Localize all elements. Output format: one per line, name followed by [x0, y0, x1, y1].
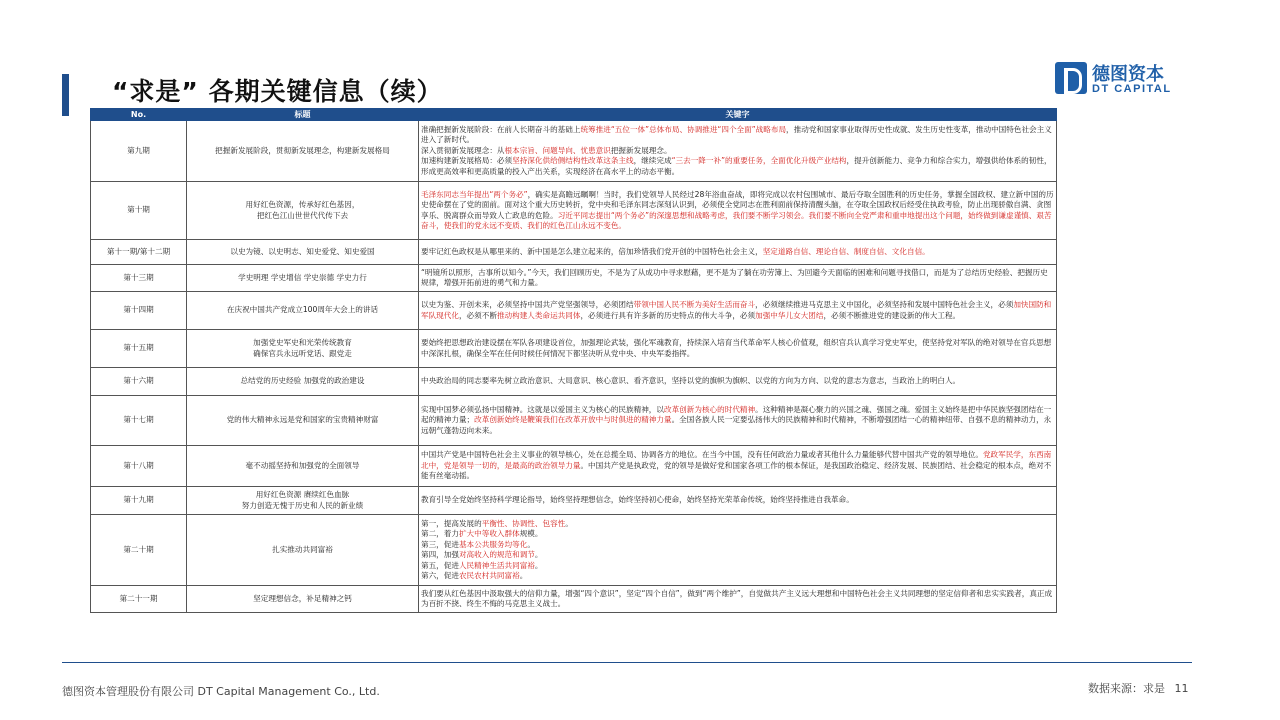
keyword-paragraph: [421, 247, 1054, 258]
keyword-text: 教育引导全党始终坚持科学理论指导，始终坚持理想信念，始终坚持初心使命，始终坚持光荣革命传统，始终坚持推进自我革命。: [421, 495, 854, 505]
issue-number: 第十一期/第十二期: [91, 240, 187, 265]
keyword-text: 我们要从红色基因中汲取强大的信仰力量，增强“四个意识”，坚定“四个自信”，做到“两个维护”，自觉做共产主义远大理想和中国特色社会主义共同理想的坚定信仰者和忠实实践者，真正成为百折不挠、终生不悔的马克思主义战士。: [421, 588, 1053, 608]
issue-title-line: 加强党史军史和光荣传统教育: [253, 338, 352, 347]
highlighted-text: 基本公共服务均等化: [458, 539, 528, 549]
issue-number: 第九期: [91, 121, 187, 182]
issue-title: [187, 487, 419, 515]
issue-number: 第十期: [91, 182, 187, 240]
issue-title: [187, 121, 419, 182]
issue-number: 第二十期: [91, 515, 187, 586]
company-logo: [1055, 62, 1185, 96]
issue-keywords: [419, 182, 1057, 240]
table-row: [91, 292, 1057, 330]
issue-number: 第十四期: [91, 292, 187, 330]
highlighted-text: 坚持深化供给侧结构性改革这条主线: [512, 156, 634, 166]
keyword-paragraph: [421, 156, 1054, 177]
issue-keywords: [419, 330, 1057, 368]
issue-title: [187, 586, 419, 613]
issue-title: [187, 515, 419, 586]
table-row: [91, 515, 1057, 586]
source-label: 数据来源：求是: [1088, 682, 1165, 695]
issue-number: 第十七期: [91, 396, 187, 446]
issue-title-line: 以史为镜、以史明志、知史爱党、知史爱国: [230, 246, 375, 256]
keyword-text: 。: [527, 539, 535, 549]
keyword-text: 把握新发展理念。: [610, 145, 672, 155]
keyword-text: 中国共产党是中国特色社会主义事业的领导核心，处在总揽全局、协调各方的地位。在当今中国，没有任何政治力量或者其他什么力量能够代替中国共产党的领导地位。: [421, 450, 983, 460]
issue-number: 第十八期: [91, 446, 187, 487]
keyword-text: 第六，促进: [421, 571, 459, 580]
table-row: [91, 586, 1057, 613]
issue-title-line: 确保官兵永远听党话、跟党走: [253, 348, 352, 358]
issue-keywords: [419, 487, 1057, 515]
keyword-text: ，必须不断: [458, 310, 497, 320]
keyword-paragraph: [421, 376, 1054, 387]
issue-keywords: [419, 292, 1057, 330]
issue-title-line: 努力创造无愧于历史和人民的新业绩: [241, 500, 364, 510]
issue-number: 第十五期: [91, 330, 187, 368]
issue-title-line: 坚定理想信念，补足精神之钙: [253, 593, 352, 603]
keyword-paragraph: [421, 405, 1054, 437]
table-row: [91, 487, 1057, 515]
table-row: [91, 396, 1057, 446]
keyword-text: ，必须继续推进马克思主义中国化，必须坚持和发展中国特色社会主义，必须: [755, 300, 1014, 309]
keyword-paragraph: [421, 300, 1054, 321]
highlighted-text: 人民精神生活共同富裕: [458, 560, 535, 570]
keyword-text: ，确实是高瞻远瞩啊！当时，我们党领导人民经过28年浴血奋战，即将完成以农村包围城市、最后夺取全国胜利的历史任务，掌握全国政权、建立新中国的历史使命摆在了党的面前。面对这个重大历史转折，党中央和毛泽东同志深刻认识到，必须使全党同志在胜利面前保持清醒头脑，在夺取全国政权后经受住执政考验，防止出现骄傲自满、贪图享乐、脱离群众而导致人亡政息的危险。: [421, 189, 1054, 220]
column-header-title: 标题: [187, 109, 419, 121]
issue-keywords: [419, 446, 1057, 487]
keyword-paragraph: [421, 529, 1054, 540]
column-header-no: No.: [91, 109, 187, 121]
highlighted-text: 改革创新始终是鞭策我们在改革开放中与时俱进的精神力量: [474, 415, 672, 425]
page-title: “求是” 各期关键信息（续）: [112, 77, 443, 106]
highlighted-text: 带领中国人民不断为美好生活而奋斗: [633, 300, 756, 309]
issue-title-line: 学史明理 学史增信 学史崇德 学史力行: [238, 272, 367, 282]
keyword-paragraph: [421, 268, 1054, 289]
issue-title-line: 把握新发展阶段，贯彻新发展理念，构建新发展格局: [215, 145, 390, 155]
column-header-keywords: 关键字: [419, 109, 1057, 121]
issue-title: [187, 265, 419, 292]
issue-keywords: [419, 515, 1057, 586]
issue-title-line: 用好红色资源，传承好红色基因，: [245, 200, 360, 209]
keyword-paragraph: [421, 540, 1054, 551]
highlighted-text: 扩大中等收入群体: [458, 529, 520, 538]
issue-title-line: 用好红色资源 赓续红色血脉: [255, 490, 350, 499]
keyword-paragraph: [421, 495, 1054, 506]
keyword-text: 要始终把思想政治建设摆在军队各项建设首位，加强理论武装，强化军魂教育，持续深入培育当代革命军人核心价值观，组织官兵认真学习党史军史，使坚持党对军队的绝对领导在官兵思想中深深扎根，确保全军在任何时候任何情况下都坚决听从党中央、中央军委指挥。: [421, 338, 1052, 358]
issue-title: [187, 240, 419, 265]
highlighted-text: 统筹推进“五位一体”总体布局、协调推进“四个全面”战略布局: [580, 124, 787, 134]
issue-number: 第二十一期: [91, 586, 187, 613]
keyword-text: ，继续完成: [633, 156, 672, 166]
keyword-paragraph: [421, 519, 1054, 530]
keyword-text: 规模。: [519, 529, 543, 538]
keyword-paragraph: [421, 190, 1054, 232]
table-header-row: [91, 109, 1057, 121]
issue-keywords: [419, 265, 1057, 292]
keyword-paragraph: [421, 550, 1054, 561]
keyword-text: 第三，促进: [421, 539, 459, 549]
logo-text-en: DT CAPITAL: [1092, 83, 1172, 95]
table-row: [91, 121, 1057, 182]
table-row: [91, 446, 1057, 487]
issue-title: [187, 330, 419, 368]
keyword-text: ，提升创新能力、竞争力和综合实力，增强供给体系的韧性，形成更高效率和更高质量的投入产出关系，实现经济在高水平上的动态平衡。: [421, 156, 1052, 176]
table-row: [91, 240, 1057, 265]
issue-title: [187, 182, 419, 240]
keyword-text: 。: [519, 571, 528, 580]
issue-title-line: 扎实推动共同富裕: [272, 544, 333, 554]
highlighted-text: 党政军民学，东西南北中，党是领导一切的，是最高的政治领导力量: [421, 450, 1052, 470]
keyword-paragraph: [421, 146, 1054, 157]
footer-source: [1088, 680, 1189, 696]
keyword-text: ，推动党和国家事业取得历史性成就、发生历史性变革，推动中国特色社会主义进入了新时代。: [421, 124, 1052, 145]
highlighted-text: 根本宗旨、问题导向、忧患意识: [504, 145, 611, 155]
table-row: [91, 182, 1057, 240]
logo-d-icon: [1055, 62, 1087, 94]
keyword-text: “明镜所以照形，古事所以知今。”今天，我们回顾历史，不是为了从成功中寻求慰藉，更不是为了躺在功劳簿上、为回避今天面临的困难和问题寻找借口，而是为了总结历史经验、把握历史规律，增强开拓前进的勇气和力量。: [421, 267, 1048, 287]
key-info-table: [90, 108, 1057, 613]
keyword-text: 。: [534, 560, 543, 570]
keyword-text: 。中国共产党是执政党，党的领导是做好党和国家各项工作的根本保证，是我国政治稳定、经济发展、民族团结、社会稳定的根本点，绝对不能有丝毫动摇。: [421, 460, 1052, 481]
keyword-text: ，必须进行具有许多新的历史特点的伟大斗争，必须: [580, 310, 756, 320]
issue-title-line: 总结党的历史经验 加强党的政治建设: [240, 376, 365, 386]
keyword-paragraph: [421, 589, 1054, 610]
highlighted-text: 推动构建人类命运共同体: [496, 310, 581, 320]
keyword-text: 。这种精神是凝心聚力的兴国之魂、强国之魂。爱国主义始终是把中华民族坚强团结在一起的精神力量；: [421, 404, 1052, 425]
keyword-text: 。: [565, 518, 573, 528]
issue-keywords: [419, 396, 1057, 446]
issue-title-line: 党的伟大精神永远是党和国家的宝贵精神财富: [226, 415, 379, 425]
keyword-text: 。: [534, 550, 543, 559]
keyword-text: 以史为鉴、开创未来，必须坚持中国共产党坚强领导，必须团结: [421, 300, 634, 309]
issue-number: 第十六期: [91, 368, 187, 396]
keyword-paragraph: [421, 125, 1054, 146]
issue-keywords: [419, 586, 1057, 613]
table-row: [91, 330, 1057, 368]
page-number: 11: [1174, 682, 1189, 695]
issue-keywords: [419, 368, 1057, 396]
highlighted-text: “三去一降一补”的重要任务，全面优化升级产业结构: [671, 156, 847, 166]
table-row: [91, 265, 1057, 292]
keyword-text: 。全国各族人民一定要弘扬伟大的民族精神和时代精神，不断增强团结一心的精神纽带、自强不息的精神动力，永远朝气蓬勃迈向未来。: [421, 415, 1052, 435]
highlighted-text: 习近平同志提出“两个务必”的深邃思想和战略考虑，我们要不断学习领会。我们要不断向全党严肃和重申地提出这个问题，始终做到谦虚谨慎、艰苦奋斗，使我们的党永远不变质、我们的红色江山永远不变色。: [421, 210, 1052, 230]
footer-divider: [62, 662, 1192, 663]
keyword-text: 第四，加强: [421, 550, 459, 559]
title-accent-bar: [62, 74, 69, 116]
highlighted-text: 加强中华儿女大团结: [755, 310, 824, 320]
keyword-paragraph: [421, 561, 1054, 572]
issue-keywords: [419, 121, 1057, 182]
keyword-text: 深入贯彻新发展理念：从: [421, 145, 505, 155]
highlighted-text: 对高收入的规范和调节: [458, 550, 535, 559]
issue-title-line: 在庆祝中国共产党成立100周年大会上的讲话: [226, 305, 379, 315]
issue-number: 第十三期: [91, 265, 187, 292]
keyword-text: 第五，促进: [421, 560, 459, 570]
issue-title-line: 把红色江山世世代代传下去: [256, 210, 349, 220]
keyword-paragraph: [421, 571, 1054, 582]
issue-title: [187, 292, 419, 330]
highlighted-text: 改革创新为核心的时代精神: [664, 404, 756, 414]
keyword-text: 实现中国梦必须弘扬中国精神。这就是以爱国主义为核心的民族精神，以: [421, 404, 664, 414]
issue-keywords: [419, 240, 1057, 265]
keyword-text: 第二，着力: [421, 529, 459, 538]
keyword-text: 加速构建新发展格局：必须: [421, 156, 513, 166]
keyword-text: 准确把握新发展阶段：在前人长期奋斗的基础上: [421, 124, 581, 134]
keyword-paragraph: [421, 450, 1054, 482]
highlighted-text: 加快国防和军队现代化: [421, 300, 1052, 320]
highlighted-text: 农民农村共同富裕: [458, 571, 520, 580]
keyword-paragraph: [421, 338, 1054, 359]
keyword-text: ，必须不断推进党的建设新的伟大工程。: [823, 310, 961, 320]
keyword-text: 要牢记红色政权是从哪里来的、新中国是怎么建立起来的，倍加珍惜我们党开创的中国特色社会主义，: [421, 246, 763, 256]
issue-number: 第十九期: [91, 487, 187, 515]
highlighted-text: 毛泽东同志当年提出“两个务必”: [421, 189, 528, 199]
issue-title-line: 毫不动摇坚持和加强党的全面领导: [245, 460, 360, 470]
highlighted-text: 平衡性、协调性、包容性: [481, 518, 566, 528]
keyword-text: 中央政治局的同志要率先树立政治意识、大局意识、核心意识、看齐意识，坚持以党的旗帜为旗帜、以党的方向为方向、以党的意志为意志，当政治上的明白人。: [421, 376, 961, 386]
keyword-text: 第一，提高发展的: [421, 518, 482, 528]
logo-text-cn: 德图资本: [1092, 64, 1164, 85]
issue-title: [187, 368, 419, 396]
highlighted-text: 坚定道路自信、理论自信、制度自信、文化自信。: [762, 246, 930, 256]
table-row: [91, 368, 1057, 396]
company-name: 德图资本管理股份有限公司 DT Capital Management Co., Ltd.: [62, 685, 380, 698]
issue-title: [187, 446, 419, 487]
issue-title: [187, 396, 419, 446]
